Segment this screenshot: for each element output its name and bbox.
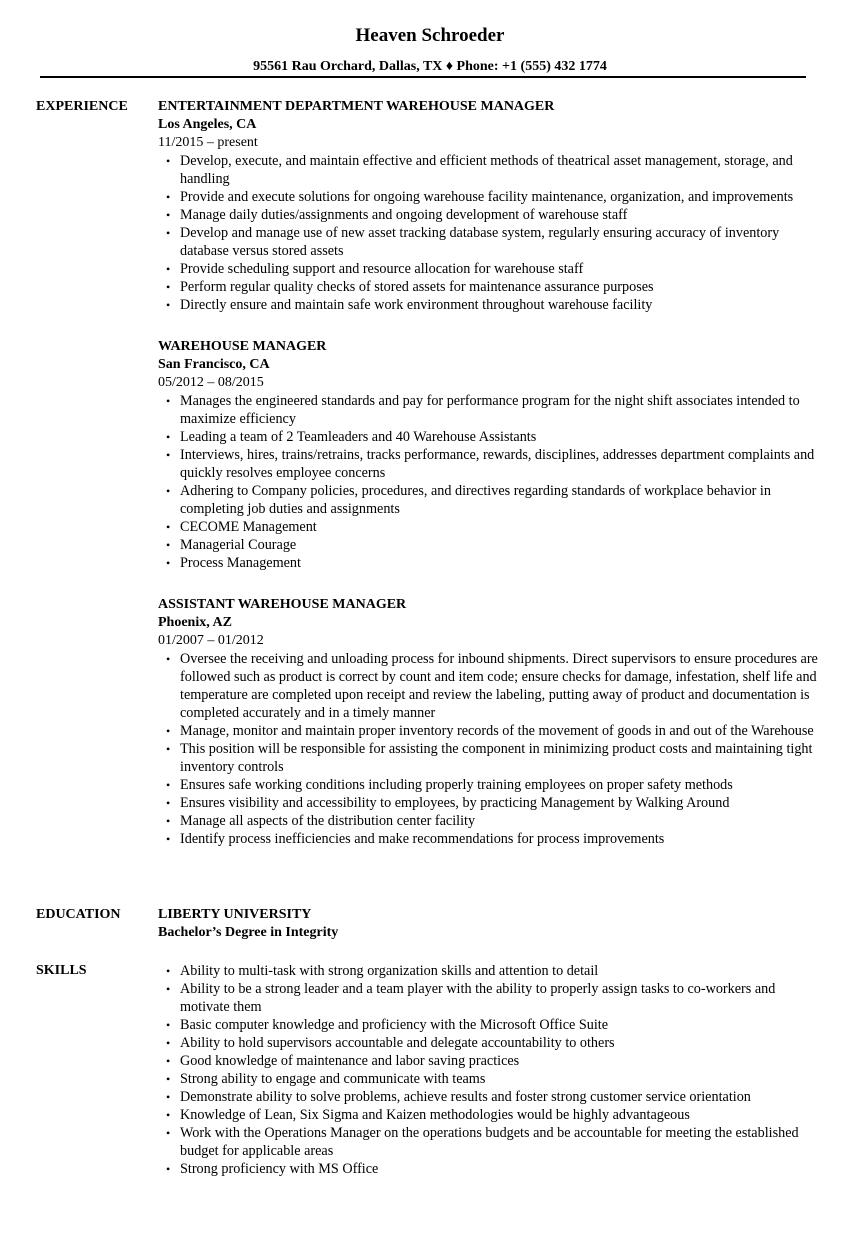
list-item bbox=[158, 224, 818, 260]
list-item-text: Manage all aspects of the distribution center facility bbox=[180, 813, 476, 829]
bullet-icon: • bbox=[166, 208, 171, 222]
bullet-icon: • bbox=[166, 964, 171, 978]
list-item-text: Provide scheduling support and resource allocation for warehouse staff bbox=[180, 261, 584, 277]
list-item-text: Process Management bbox=[180, 555, 301, 571]
list-item bbox=[158, 206, 818, 224]
bullet-icon: • bbox=[166, 280, 171, 294]
bullet-icon: • bbox=[166, 1036, 171, 1050]
list-item-text: Basic computer knowledge and proficiency with the Microsoft Office Suite bbox=[180, 1017, 609, 1033]
list-item-text: Strong ability to engage and communicate with teams bbox=[180, 1071, 486, 1087]
bullet-icon: • bbox=[166, 1108, 171, 1122]
contact-line: 95561 Rau Orchard, Dallas, TX ♦ Phone: +1 (555) 432 1774 bbox=[253, 59, 607, 74]
list-item bbox=[158, 536, 818, 554]
bullet-icon: • bbox=[166, 538, 171, 552]
list-item-text: Interviews, hires, trains/retrains, tracks performance, rewards, disciplines, addresses department complaints and quickly resolves employee concerns bbox=[180, 447, 815, 481]
list-item bbox=[158, 1160, 818, 1178]
list-item bbox=[158, 554, 818, 572]
bullet-icon: • bbox=[166, 724, 171, 738]
bullet-icon: • bbox=[166, 394, 171, 408]
list-item bbox=[158, 776, 818, 794]
bullet-icon: • bbox=[166, 226, 171, 240]
education-entry bbox=[158, 906, 818, 942]
list-item-text: Provide and execute solutions for ongoing warehouse facility maintenance, organization, and improvements bbox=[180, 189, 794, 205]
bullet-icon: • bbox=[166, 484, 171, 498]
list-item-text: Demonstrate ability to solve problems, achieve results and foster strong customer service orientation bbox=[180, 1089, 751, 1105]
list-item-text: Directly ensure and maintain safe work environment throughout warehouse facility bbox=[180, 297, 653, 313]
skills-list bbox=[158, 962, 818, 1178]
list-item bbox=[158, 650, 818, 722]
list-item bbox=[158, 1088, 818, 1106]
candidate-name: Heaven Schroeder bbox=[355, 25, 505, 46]
bullet-icon: • bbox=[166, 262, 171, 276]
job-dates: 01/2007 – 01/2012 bbox=[158, 633, 264, 648]
bullet-icon: • bbox=[166, 298, 171, 312]
bullet-icon: • bbox=[166, 1072, 171, 1086]
job-entry bbox=[158, 596, 818, 848]
list-item-text: Manage, monitor and maintain proper inventory records of the movement of goods in and out of the Warehouse bbox=[180, 723, 814, 739]
list-item-text: Ensures visibility and accessibility to employees, by practicing Management by Walking Around bbox=[180, 795, 730, 811]
job-title: WAREHOUSE MANAGER bbox=[158, 339, 327, 354]
list-item bbox=[158, 980, 818, 1016]
list-item-text: Develop and manage use of new asset tracking database system, regularly ensuring accuracy of inventory database versus stored assets bbox=[180, 225, 780, 259]
skills-entry bbox=[158, 962, 818, 1178]
bullet-icon: • bbox=[166, 190, 171, 204]
list-item-text: Ability to hold supervisors accountable and delegate accountability to others bbox=[180, 1035, 615, 1051]
list-item-text: Ability to multi-task with strong organization skills and attention to detail bbox=[180, 963, 599, 979]
list-item-text: Managerial Courage bbox=[180, 537, 297, 553]
job-dates: 05/2012 – 08/2015 bbox=[158, 375, 264, 390]
list-item-text: Identify process inefficiencies and make recommendations for process improvements bbox=[180, 831, 665, 847]
list-item bbox=[158, 392, 818, 428]
list-item-text: Adhering to Company policies, procedures, and directives regarding standards of workplace behavior in completing job duties and assignments bbox=[180, 483, 771, 517]
bullet-icon: • bbox=[166, 814, 171, 828]
bullet-icon: • bbox=[166, 430, 171, 444]
bullet-icon: • bbox=[166, 1090, 171, 1104]
resume-header bbox=[0, 24, 860, 76]
list-item bbox=[158, 1034, 818, 1052]
bullet-icon: • bbox=[166, 832, 171, 846]
bullet-icon: • bbox=[166, 556, 171, 570]
list-item-text: Ability to be a strong leader and a team player with the ability to properly assign tasks to co-workers and motivate them bbox=[180, 981, 776, 1015]
bullet-icon: • bbox=[166, 742, 171, 756]
school-name: LIBERTY UNIVERSITY bbox=[158, 907, 312, 922]
job-entry bbox=[158, 338, 818, 572]
list-item bbox=[158, 1070, 818, 1088]
list-item-text: This position will be responsible for assisting the component in minimizing product costs and maintaining tight inventory controls bbox=[180, 741, 813, 775]
list-item-text: Work with the Operations Manager on the operations budgets and be accountable for meeting the established budget for applicable areas bbox=[180, 1125, 799, 1159]
list-item bbox=[158, 260, 818, 278]
job-location: Los Angeles, CA bbox=[158, 117, 257, 132]
list-item bbox=[158, 152, 818, 188]
list-item-text: Leading a team of 2 Teamleaders and 40 Warehouse Assistants bbox=[180, 429, 537, 445]
section-label-skills: SKILLS bbox=[36, 963, 87, 978]
list-item-text: Perform regular quality checks of stored assets for maintenance assurance purposes bbox=[180, 279, 654, 295]
list-item bbox=[158, 482, 818, 518]
list-item bbox=[158, 830, 818, 848]
job-title: ASSISTANT WAREHOUSE MANAGER bbox=[158, 597, 407, 612]
list-item bbox=[158, 1052, 818, 1070]
bullet-icon: • bbox=[166, 520, 171, 534]
list-item-text: Oversee the receiving and unloading process for inbound shipments. Direct supervisors to ensure procedures are followed such as product is correct by count and item code; ensure checks for damage, infestation, shelf life and temperature are completed upon receipt and review the labeling, putting away of product and documentation is completed accurately and in a timely manner bbox=[180, 651, 818, 721]
list-item-text: Strong proficiency with MS Office bbox=[180, 1161, 379, 1177]
job-entry bbox=[158, 98, 818, 314]
header-divider bbox=[40, 76, 806, 78]
section-label-education: EDUCATION bbox=[36, 907, 121, 922]
bullet-icon: • bbox=[166, 652, 171, 666]
job-dates: 11/2015 – present bbox=[158, 135, 258, 150]
job-bullets bbox=[158, 152, 818, 314]
list-item bbox=[158, 1124, 818, 1160]
list-item bbox=[158, 428, 818, 446]
job-location: San Francisco, CA bbox=[158, 357, 270, 372]
list-item bbox=[158, 278, 818, 296]
bullet-icon: • bbox=[166, 448, 171, 462]
list-item-text: Ensures safe working conditions including properly training employees on proper safety methods bbox=[180, 777, 733, 793]
bullet-icon: • bbox=[166, 1054, 171, 1068]
list-item-text: Good knowledge of maintenance and labor saving practices bbox=[180, 1053, 520, 1069]
list-item bbox=[158, 1016, 818, 1034]
list-item bbox=[158, 1106, 818, 1124]
list-item bbox=[158, 722, 818, 740]
bullet-icon: • bbox=[166, 154, 171, 168]
list-item bbox=[158, 296, 818, 314]
list-item bbox=[158, 962, 818, 980]
job-location: Phoenix, AZ bbox=[158, 615, 232, 630]
list-item bbox=[158, 446, 818, 482]
bullet-icon: • bbox=[166, 796, 171, 810]
bullet-icon: • bbox=[166, 1018, 171, 1032]
bullet-icon: • bbox=[166, 1162, 171, 1176]
list-item-text: Knowledge of Lean, Six Sigma and Kaizen methodologies would be highly advantageous bbox=[180, 1107, 690, 1123]
job-title: ENTERTAINMENT DEPARTMENT WAREHOUSE MANAGER bbox=[158, 99, 555, 114]
list-item bbox=[158, 794, 818, 812]
list-item bbox=[158, 518, 818, 536]
bullet-icon: • bbox=[166, 982, 171, 996]
list-item bbox=[158, 740, 818, 776]
experience-list bbox=[158, 98, 818, 848]
list-item-text: Develop, execute, and maintain effective and efficient methods of theatrical asset management, storage, and handling bbox=[180, 153, 793, 187]
list-item-text: CECOME Management bbox=[180, 519, 317, 535]
list-item-text: Manages the engineered standards and pay for performance program for the night shift associates intended to maximize efficiency bbox=[180, 393, 800, 427]
degree: Bachelor’s Degree in Integrity bbox=[158, 925, 339, 940]
list-item bbox=[158, 188, 818, 206]
list-item bbox=[158, 812, 818, 830]
bullet-icon: • bbox=[166, 1126, 171, 1140]
bullet-icon: • bbox=[166, 778, 171, 792]
section-label-experience: EXPERIENCE bbox=[36, 99, 128, 114]
list-item-text: Manage daily duties/assignments and ongoing development of warehouse staff bbox=[180, 207, 628, 223]
job-bullets bbox=[158, 392, 818, 572]
job-bullets bbox=[158, 650, 818, 848]
